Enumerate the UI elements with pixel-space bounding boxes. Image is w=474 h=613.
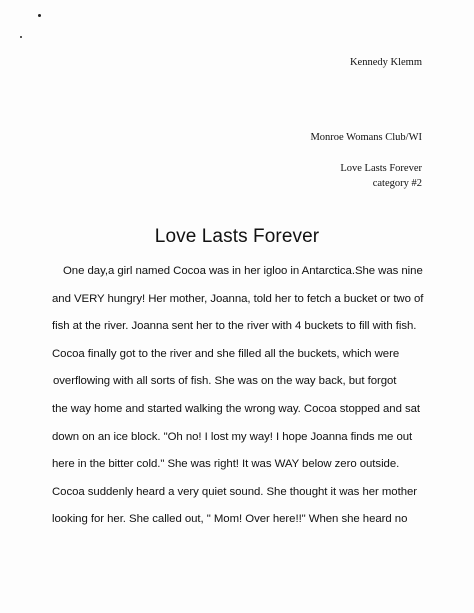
story-line: One day,a girl named Cocoa was in her igloo in Antarctica.She was nine	[63, 265, 423, 277]
scan-speck	[20, 36, 22, 38]
story-line: here in the bitter cold." She was right! It was WAY below zero outside.	[52, 458, 400, 471]
story-line: Cocoa suddenly heard a very quiet sound. She thought it was her mother	[52, 485, 418, 498]
story-line: overflowing with all sorts of fish. She was on the way back, but forgot	[53, 375, 397, 388]
story-line: Cocoa finally got to the river and she filled all the buckets, which were	[52, 347, 400, 360]
story-line: the way home and started walking the wrong way. Cocoa stopped and sat	[52, 402, 421, 415]
story-line: down on an ice block. "Oh no! I lost my way! I hope Joanna finds me out	[52, 430, 413, 443]
story-title: Love Lasts Forever	[154, 226, 320, 247]
story-line: and VERY hungry! Her mother, Joanna, told her to fetch a bucket or two of	[52, 292, 424, 305]
scan-speck	[38, 14, 41, 17]
entry-category: category #2	[372, 178, 422, 189]
author-name: Kennedy Klemm	[349, 57, 422, 68]
story-line: looking for her. She called out, " Mom! Over here!!" When she heard no	[52, 513, 408, 526]
story-body	[52, 263, 452, 539]
entry-title: Love Lasts Forever	[340, 163, 422, 174]
club-name: Monroe Womans Club/WI	[310, 132, 422, 143]
story-line: fish at the river. Joanna sent her to the river with 4 buckets to fill with fish.	[52, 320, 417, 333]
